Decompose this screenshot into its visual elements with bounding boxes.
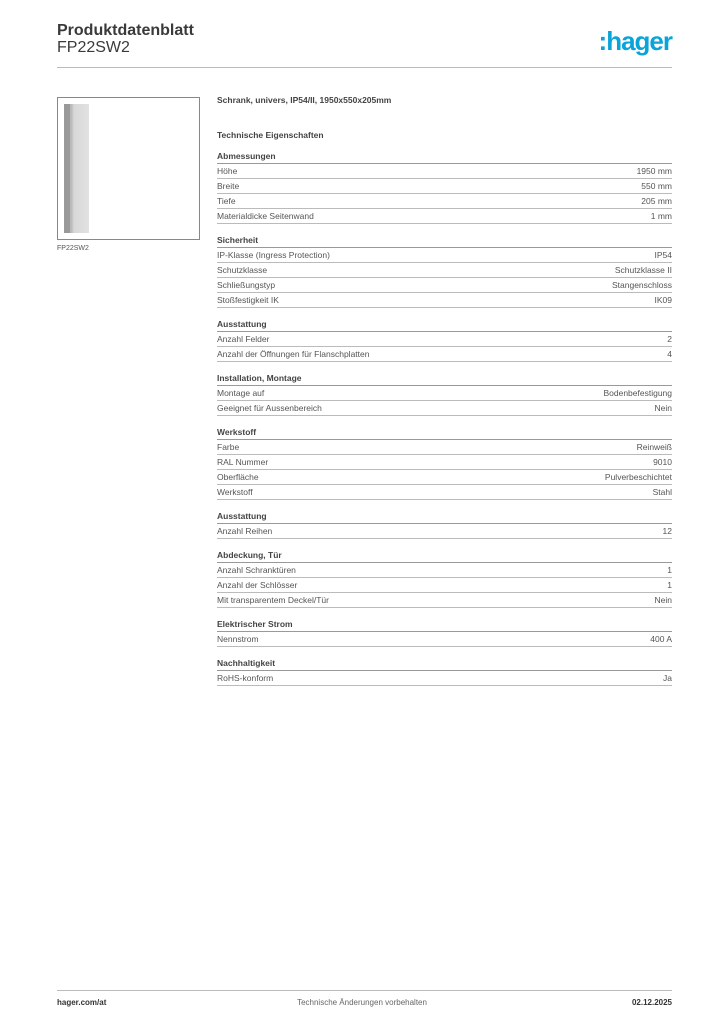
spec-section [217, 233, 672, 308]
spec-row [217, 485, 672, 500]
spec-section [217, 149, 672, 224]
spec-label: Anzahl der Öffnungen für Flanschplatten [217, 349, 370, 359]
product-description: Schrank, univers, IP54/II, 1950x550x205mm [217, 95, 392, 105]
spec-label: Tiefe [217, 196, 236, 206]
footer-date: 02.12.2025 [631, 998, 672, 1007]
footer-notice: Technische Änderungen vorbehalten [297, 998, 427, 1007]
spec-content [217, 95, 672, 695]
spec-value: 1 [667, 565, 672, 575]
spec-row [217, 194, 672, 209]
section-title: Nachhaltigkeit [217, 656, 672, 671]
spec-row [217, 632, 672, 647]
spec-row [217, 440, 672, 455]
spec-section [217, 656, 672, 686]
spec-row [217, 386, 672, 401]
spec-label: Breite [217, 181, 240, 191]
spec-value: Nein [654, 595, 672, 605]
spec-label: Farbe [217, 442, 240, 452]
spec-row [217, 179, 672, 194]
spec-row [217, 332, 672, 347]
spec-label: Mit transparentem Deckel/Tür [217, 595, 329, 605]
spec-row [217, 578, 672, 593]
section-title: Sicherheit [217, 233, 672, 248]
footer-website[interactable]: hager.com/at [57, 998, 107, 1007]
spec-sections [217, 149, 672, 686]
footer-divider [57, 990, 672, 991]
spec-value: 1 [667, 580, 672, 590]
spec-label: Schutzklasse [217, 265, 268, 275]
section-title: Ausstattung [217, 509, 672, 524]
spec-label: Oberfläche [217, 472, 259, 482]
spec-value: Bodenbefestigung [603, 388, 672, 398]
spec-label: Anzahl der Schlösser [217, 580, 298, 590]
section-title: Elektrischer Strom [217, 617, 672, 632]
spec-row [217, 470, 672, 485]
spec-row [217, 593, 672, 608]
spec-value: 1950 mm [636, 166, 672, 176]
page-title: Produktdatenblatt [57, 22, 194, 39]
spec-section [217, 371, 672, 416]
spec-value: 400 A [650, 634, 672, 644]
section-title: Installation, Montage [217, 371, 672, 386]
spec-row [217, 401, 672, 416]
section-title: Werkstoff [217, 425, 672, 440]
spec-value: Ja [663, 673, 672, 683]
spec-label: Anzahl Schranktüren [217, 565, 296, 575]
spec-label: Anzahl Felder [217, 334, 270, 344]
section-title: Abmessungen [217, 149, 672, 164]
spec-value: Stahl [652, 487, 672, 497]
spec-row [217, 347, 672, 362]
section-title: Abdeckung, Tür [217, 548, 672, 563]
spec-label: Anzahl Reihen [217, 526, 273, 536]
spec-section [217, 425, 672, 500]
spec-section [217, 548, 672, 608]
spec-row [217, 563, 672, 578]
section-title: Ausstattung [217, 317, 672, 332]
spec-value: Stangenschloss [611, 280, 672, 290]
spec-row [217, 209, 672, 224]
spec-value: 4 [667, 349, 672, 359]
spec-label: Werkstoff [217, 487, 253, 497]
spec-row [217, 164, 672, 179]
spec-row [217, 671, 672, 686]
spec-row [217, 263, 672, 278]
spec-label: Materialdicke Seitenwand [217, 211, 314, 221]
spec-value: 9010 [653, 457, 672, 467]
spec-section [217, 317, 672, 362]
spec-label: Höhe [217, 166, 238, 176]
spec-value: Reinweiß [636, 442, 672, 452]
spec-row [217, 278, 672, 293]
spec-row [217, 524, 672, 539]
spec-value: Nein [654, 403, 672, 413]
spec-row [217, 293, 672, 308]
spec-label: RoHS-konform [217, 673, 274, 683]
cabinet-illustration [64, 104, 89, 233]
product-code: FP22SW2 [57, 39, 130, 56]
spec-label: Schließungstyp [217, 280, 276, 290]
spec-label: RAL Nummer [217, 457, 269, 467]
spec-label: Montage auf [217, 388, 265, 398]
spec-label: IP-Klasse (Ingress Protection) [217, 250, 330, 260]
spec-value: Pulverbeschichtet [604, 472, 672, 482]
spec-value: 550 mm [641, 181, 672, 191]
spec-value: IP54 [654, 250, 672, 260]
spec-section [217, 509, 672, 539]
product-image [57, 97, 200, 240]
spec-value: Schutzklasse II [614, 265, 672, 275]
spec-value: 1 mm [650, 211, 672, 221]
technical-heading: Technische Eigenschaften [217, 130, 324, 140]
spec-label: Nennstrom [217, 634, 259, 644]
spec-value: 205 mm [641, 196, 672, 206]
image-caption: FP22SW2 [57, 245, 89, 252]
spec-row [217, 248, 672, 263]
spec-section [217, 617, 672, 647]
header-divider [57, 67, 672, 68]
spec-value: 2 [667, 334, 672, 344]
hager-logo: :hager [598, 26, 672, 56]
spec-value: IK09 [654, 295, 672, 305]
spec-row [217, 455, 672, 470]
spec-label: Stoßfestigkeit IK [217, 295, 279, 305]
spec-value: 12 [662, 526, 672, 536]
spec-label: Geeignet für Aussenbereich [217, 403, 322, 413]
